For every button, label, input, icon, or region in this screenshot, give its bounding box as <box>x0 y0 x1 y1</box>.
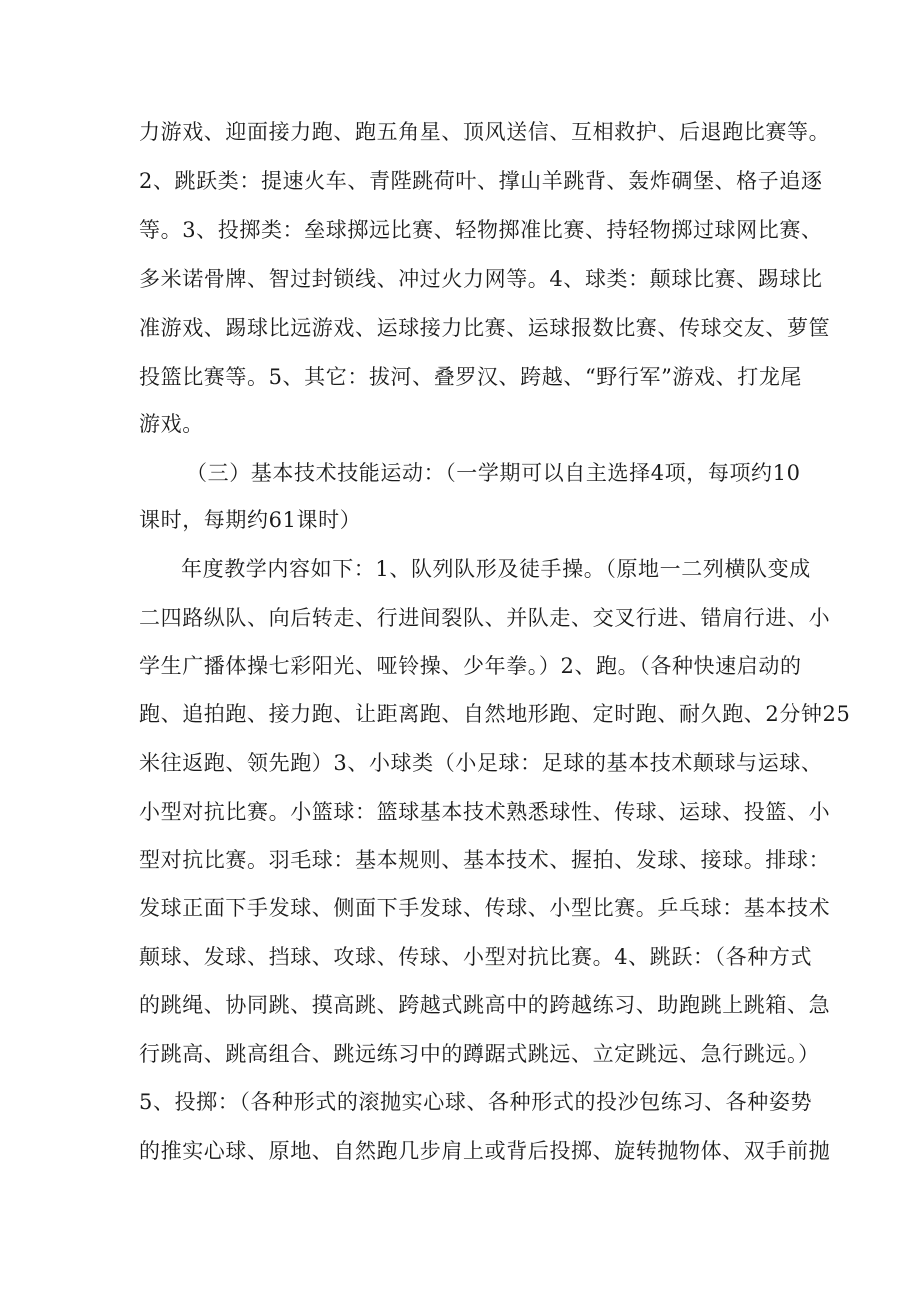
text-line: 跑、追拍跑、接力跑、让距离跑、自然地形跑、定时跑、耐久跑、2分钟25 <box>139 702 851 726</box>
text-line: 行跳高、跳高组合、跳远练习中的蹲踞式跳远、立定跳远、急行跳远。） <box>139 1042 820 1066</box>
text-line: 的跳绳、协同跳、摸高跳、跨越式跳高中的跨越练习、助跑跳上跳箱、急 <box>139 993 831 1017</box>
text-line: 5、投掷：（各种形式的滚抛实心球、各种形式的投沙包练习、各种姿势 <box>139 1090 813 1114</box>
text-line: 米往返跑、领先跑）3、小球类（小足球：足球的基本技术颠球与运球、 <box>139 751 823 775</box>
text-line: 多米诺骨牌、智过封锁线、冲过火力网等。4、球类：颠球比赛、踢球比 <box>139 267 823 291</box>
text-line: 二四路纵队、向后转走、行进间裂队、并队走、交叉行进、错肩行进、小 <box>139 606 831 630</box>
text-line: 课时，每期约61课时） <box>139 508 362 532</box>
text-line: 小型对抗比赛。小篮球：篮球基本技术熟悉球性、传球、运球、投篮、小 <box>139 800 831 824</box>
text-line: 力游戏、迎面接力跑、跑五角星、顶风送信、互相救护、后退跑比赛等。 <box>139 120 831 144</box>
text-line: 等。3、投掷类：垒球掷远比赛、轻物掷准比赛、持轻物掷过球网比赛、 <box>139 218 823 242</box>
text-line: 游戏。 <box>139 412 204 436</box>
text-line: 颠球、发球、挡球、攻球、传球、小型对抗比赛。4、跳跃：（各种方式 <box>139 945 813 969</box>
text-line: 准游戏、踢球比远游戏、运球接力比赛、运球报数比赛、传球交友、萝筐 <box>139 316 831 340</box>
text-line: 投篮比赛等。5、其它：拔河、叠罗汉、跨越、“野行军”游戏、打龙尾 <box>139 365 803 389</box>
text-line: 2、跳跃类：提速火车、青陛跳荷叶、撑山羊跳背、轰炸碉堡、格子追逐 <box>139 169 823 193</box>
section-heading-line: （三）基本技术技能运动：（一学期可以自主选择4项，每项约10 <box>186 461 801 485</box>
text-line: 发球正面下手发球、侧面下手发球、传球、小型比赛。乒乓球：基本技术 <box>139 896 831 920</box>
text-line: 的推实心球、原地、自然跑几步肩上或背后投掷、旋转抛物体、双手前抛 <box>139 1139 831 1163</box>
text-line: 型对抗比赛。羽毛球：基本规则、基本技术、握拍、发球、接球。排球： <box>139 848 831 872</box>
text-line: 学生广播体操七彩阳光、哑铃操、少年拳。）2、跑。（各种快速启动的 <box>139 654 802 678</box>
paragraph-first-line: 年度教学内容如下：1、队列队形及徒手操。（原地一二列横队变成 <box>181 557 811 581</box>
